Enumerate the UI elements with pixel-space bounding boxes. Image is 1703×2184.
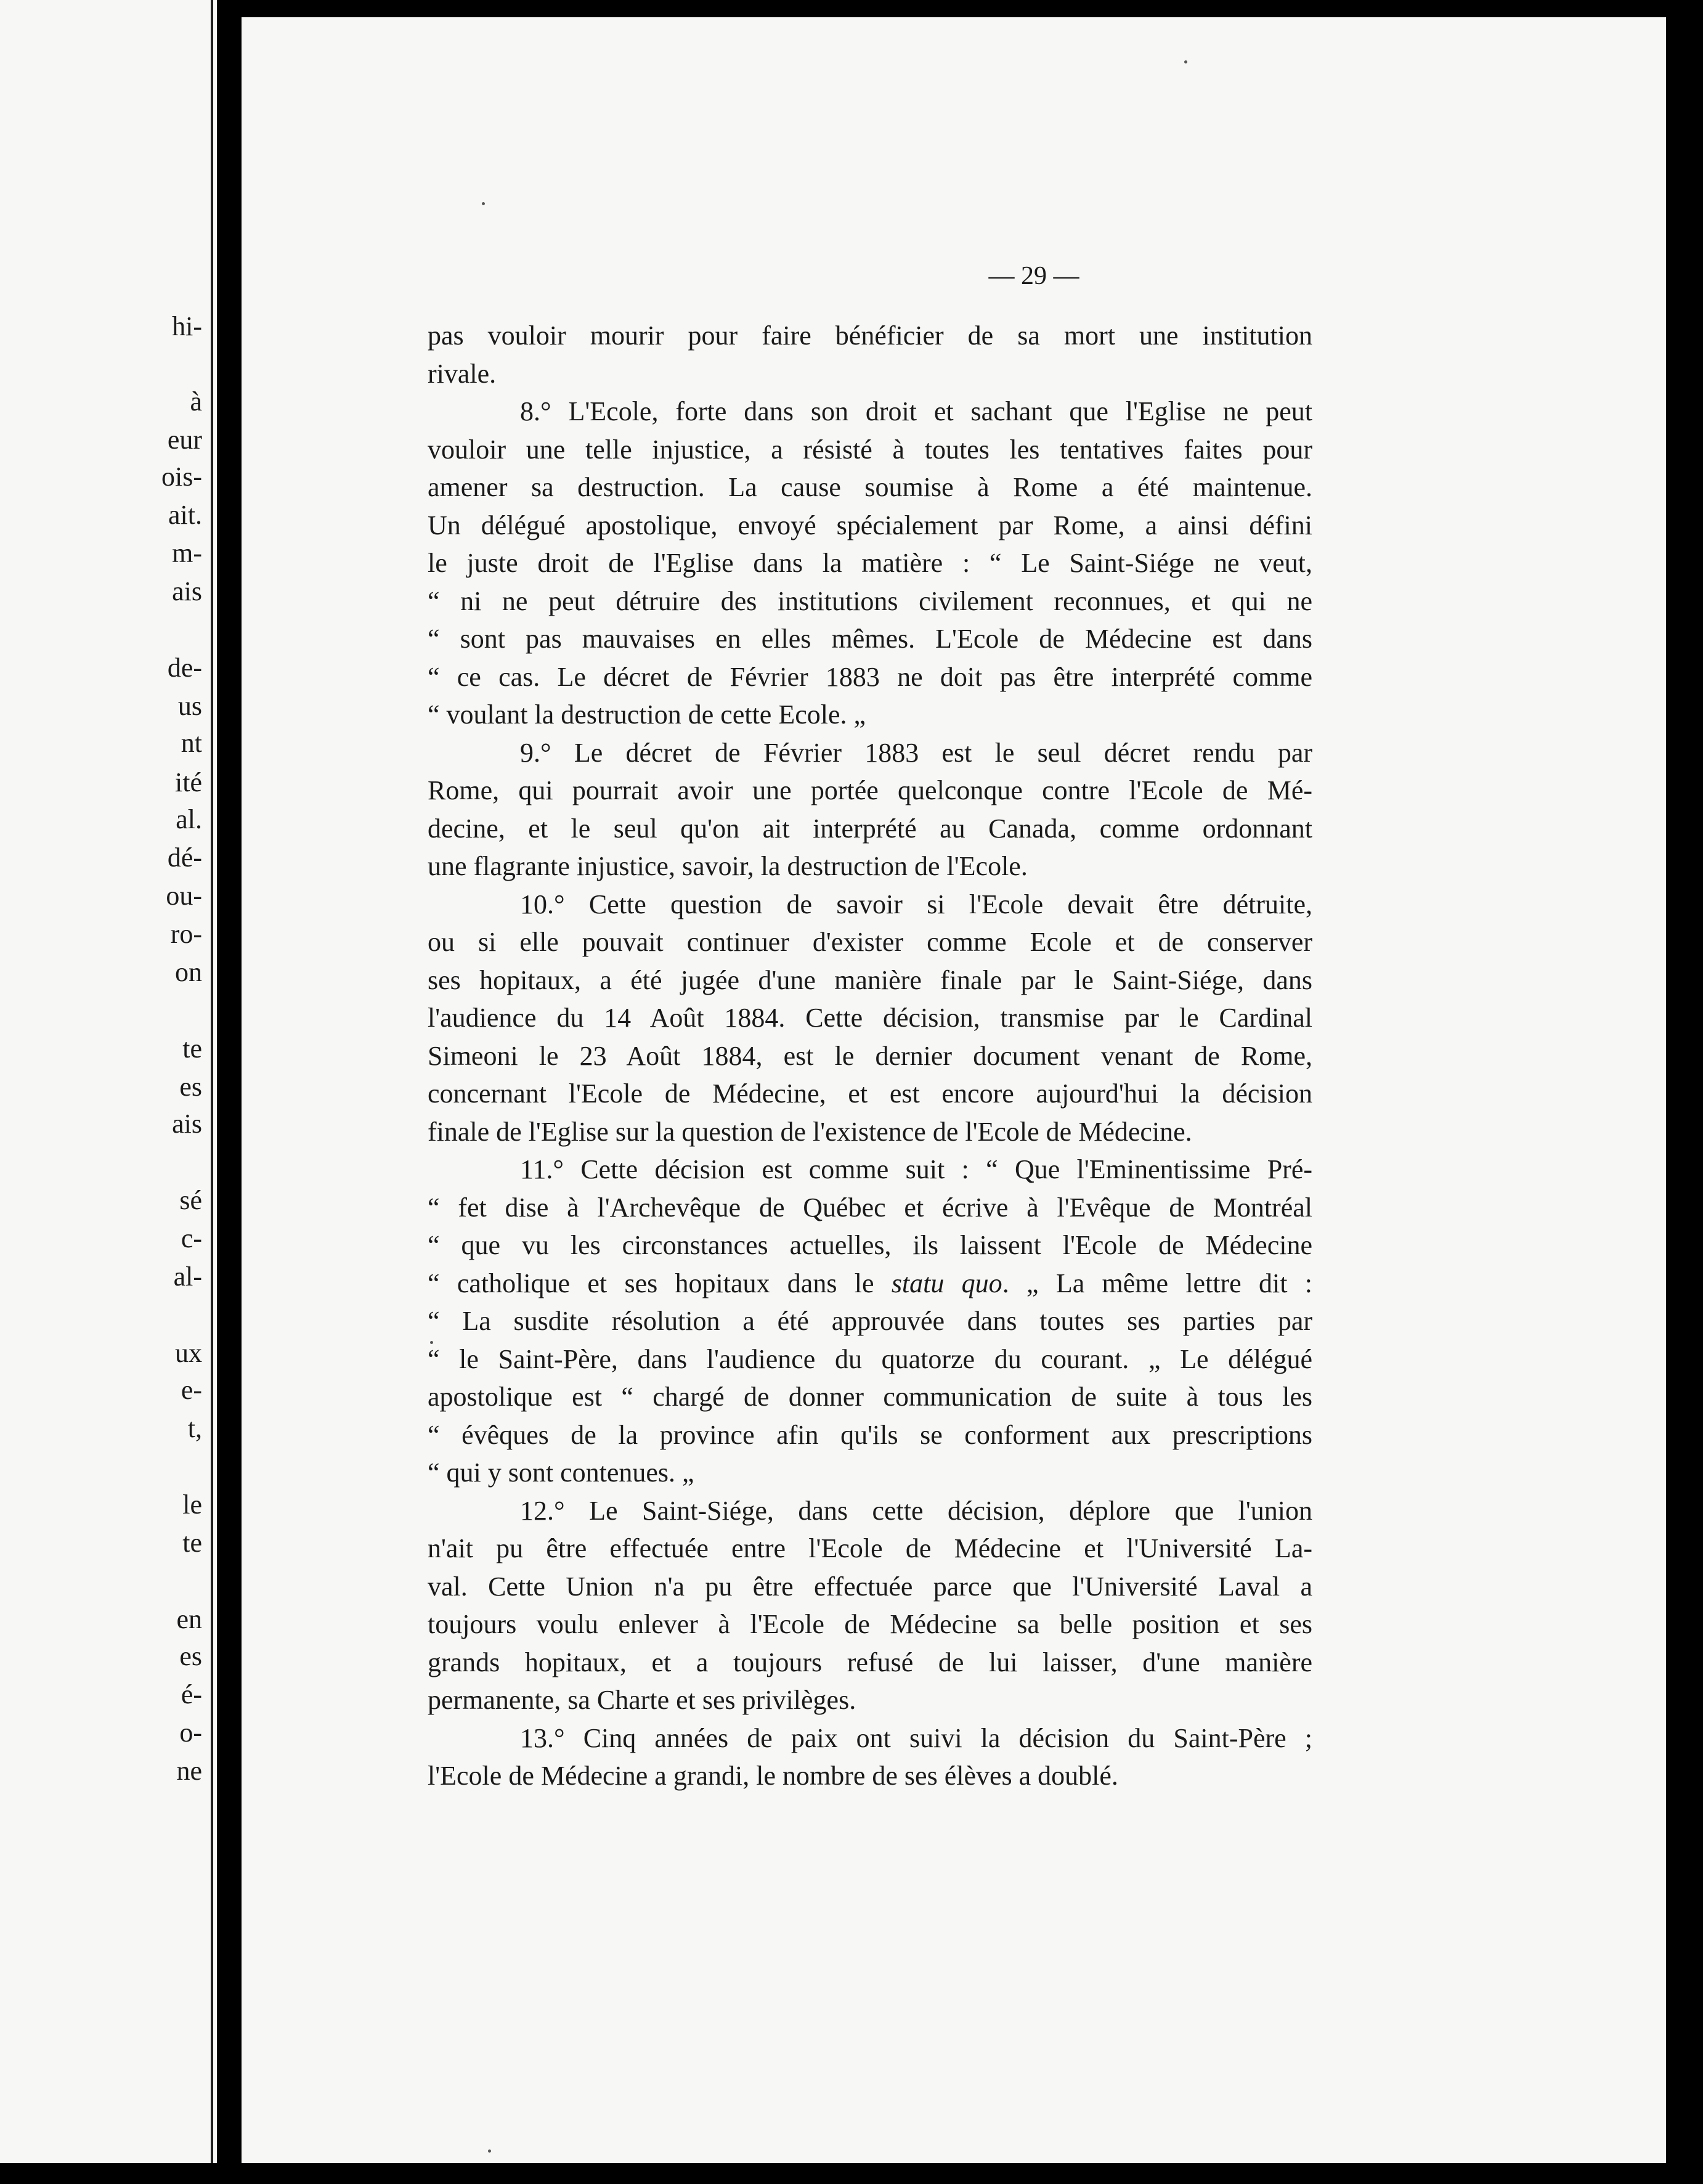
text-line: toujours voulu enlever à l'Ecole de Médecine sa belle position et ses <box>428 1609 1312 1639</box>
left-page-fragment: nt <box>181 728 202 758</box>
text-line: Un délégué apostolique, envoyé spécialement par Rome, a ainsi défini <box>428 510 1312 540</box>
text-line: amener sa destruction. La cause soumise à Rome a été maintenue. <box>428 472 1312 502</box>
text-line: permanente, sa Charte et ses privilèges. <box>428 1685 856 1715</box>
left-page-fragment: ais <box>172 1109 202 1139</box>
left-page-fragment: de- <box>167 653 202 683</box>
text-line: ses hopitaux, a été jugée d'une manière finale par le Saint-Siége, dans <box>428 964 1312 995</box>
left-page-fragment: ou- <box>166 881 202 911</box>
left-page-fragment: ité <box>175 767 202 797</box>
left-page-fragment: ait. <box>168 500 202 530</box>
left-page-fragment: ro- <box>170 919 202 949</box>
text-line: 10.° Cette question de savoir si l'Ecole devait être détruite, <box>520 889 1312 919</box>
left-page-fragment: t, <box>187 1413 202 1443</box>
text-line: 8.° L'Ecole, forte dans son droit et sachant que l'Eglise ne peut <box>520 396 1312 426</box>
left-facing-page <box>0 0 217 2163</box>
left-page-fragment: é- <box>181 1679 202 1709</box>
page-number: — 29 — <box>988 262 1079 290</box>
text-line: 12.° Le Saint-Siége, dans cette décision, déplore que l'union <box>520 1495 1312 1526</box>
text-line: val. Cette Union n'a pu être effectuée parce que l'Université Laval a <box>428 1571 1312 1602</box>
text-line: vouloir une telle injustice, a résisté à toutes les tentatives faites pour <box>428 434 1312 465</box>
text-line: “ évêques de la province afin qu'ils se conforment aux prescriptions <box>428 1419 1312 1450</box>
left-page-fragment: le <box>182 1489 202 1520</box>
left-page-fragment: te <box>182 1528 202 1558</box>
left-page-fragment: ois- <box>161 462 202 492</box>
left-page-fragment: c- <box>181 1223 202 1253</box>
left-page-fragment: e- <box>181 1375 202 1405</box>
left-page-fragment: à <box>190 386 202 417</box>
text-line: “ sont pas mauvaises en elles mêmes. L'Ecole de Médecine est dans <box>428 624 1312 654</box>
left-page-fragment: sé <box>179 1185 202 1215</box>
text-line: l'Ecole de Médecine a grandi, le nombre de ses élèves a doublé. <box>428 1761 1118 1791</box>
left-page-fragment: ux <box>175 1338 202 1368</box>
text-line: “ qui y sont contenues. „ <box>428 1457 694 1488</box>
left-page-fragment: al. <box>176 804 202 834</box>
text-line: n'ait pu être effectuée entre l'Ecole de Médecine et l'Université La- <box>428 1533 1312 1563</box>
text-line: grands hopitaux, et a toujours refusé de lui laisser, d'une manière <box>428 1647 1312 1677</box>
text-line: “ ce cas. Le décret de Février 1883 ne doit pas être interprété comme <box>428 661 1312 692</box>
paper-speck <box>488 2149 491 2153</box>
left-page-fragment: ne <box>176 1756 202 1786</box>
body-text <box>428 317 1312 1795</box>
text-line: “ catholique et ses hopitaux dans le statu quo. „ La même lettre dit : <box>428 1268 1312 1298</box>
left-page-fragment: us <box>177 691 202 721</box>
left-page-fragment: al- <box>173 1261 202 1292</box>
left-page-fragment: m- <box>172 538 202 568</box>
left-page-fragment: hi- <box>172 311 202 341</box>
left-page-fragment: o- <box>179 1717 202 1748</box>
text-line: le juste droit de l'Eglise dans la matière : “ Le Saint-Siége ne veut, <box>428 548 1312 578</box>
text-line: “ La susdite résolution a été approuvée dans toutes ses parties par <box>428 1306 1312 1336</box>
text-line: 13.° Cinq années de paix ont suivi la décision du Saint-Père ; <box>520 1722 1312 1753</box>
paper-speck <box>482 202 485 205</box>
left-page-fragment: en <box>176 1604 202 1634</box>
left-page-fragment: dé- <box>167 842 202 873</box>
text-line: 9.° Le décret de Février 1883 est le seul décret rendu par <box>520 737 1312 768</box>
left-page-fragment: te <box>182 1033 202 1064</box>
paper-speck <box>1184 60 1187 63</box>
paper-speck <box>430 1341 433 1344</box>
left-page-fragment: es <box>179 1641 202 1671</box>
text-line: rivale. <box>428 358 497 389</box>
text-line: l'audience du 14 Août 1884. Cette décision, transmise par le Cardinal <box>428 1003 1312 1033</box>
left-page-fragment: es <box>179 1072 202 1102</box>
main-page <box>242 17 1666 2163</box>
text-line: “ fet dise à l'Archevêque de Québec et écrive à l'Evêque de Montréal <box>428 1192 1312 1223</box>
text-line: 11.° Cette décision est comme suit : “ Que l'Eminentissime Pré- <box>520 1154 1312 1184</box>
text-line: Rome, qui pourrait avoir une portée quelconque contre l'Ecole de Mé- <box>428 775 1312 805</box>
text-line: decine, et le seul qu'on ait interprété au Canada, comme ordonnant <box>428 813 1312 844</box>
text-line: Simeoni le 23 Août 1884, est le dernier document venant de Rome, <box>428 1040 1312 1071</box>
text-line: “ le Saint-Père, dans l'audience du quatorze du courant. „ Le délégué <box>428 1343 1312 1374</box>
text-line: apostolique est “ chargé de donner communication de suite à tous les <box>428 1382 1312 1412</box>
left-page-fragment: eur <box>167 425 202 455</box>
text-line: “ que vu les circonstances actuelles, ils laissent l'Ecole de Médecine <box>428 1230 1312 1260</box>
text-line: pas vouloir mourir pour faire bénéficier de sa mort une institution <box>428 320 1312 351</box>
left-page-fragment: ais <box>172 576 202 606</box>
text-line: finale de l'Eglise sur la question de l'existence de l'Ecole de Médecine. <box>428 1116 1192 1147</box>
text-line: concernant l'Ecole de Médecine, et est encore aujourd'hui la décision <box>428 1078 1312 1109</box>
text-line: ou si elle pouvait continuer d'exister comme Ecole et de conserver <box>428 927 1312 957</box>
text-line: une flagrante injustice, savoir, la destruction de l'Ecole. <box>428 851 1028 881</box>
text-line: “ ni ne peut détruire des institutions civilement reconnues, et qui ne <box>428 585 1312 616</box>
text-line: “ voulant la destruction de cette Ecole. „ <box>428 699 866 730</box>
left-page-fragment: on <box>175 957 202 987</box>
